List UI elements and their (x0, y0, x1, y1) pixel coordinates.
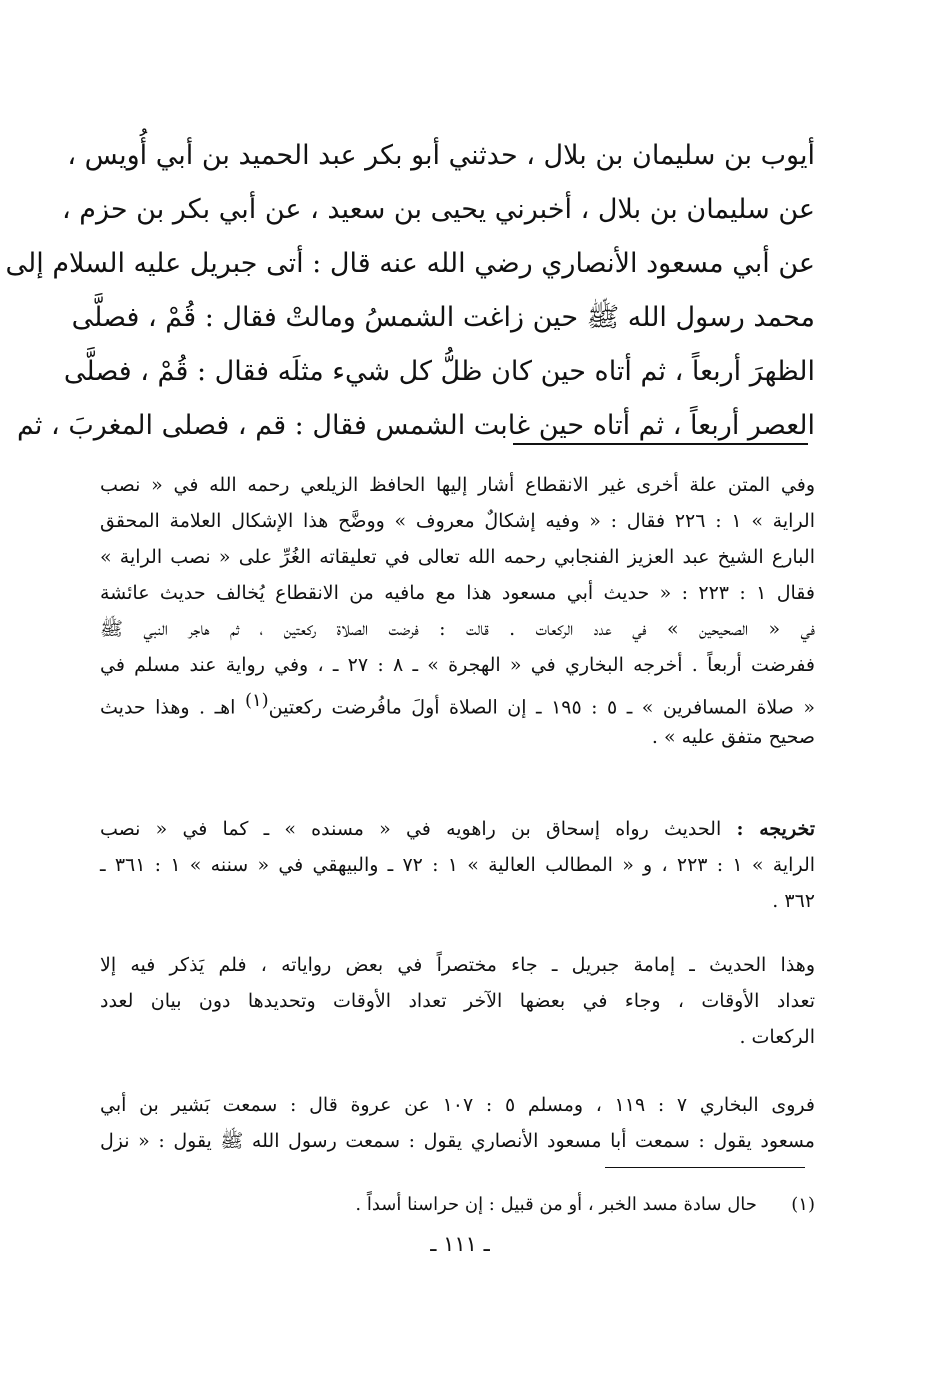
note-line (100, 811, 815, 847)
footnote (100, 1190, 815, 1220)
note-paragraph-4 (100, 1087, 815, 1159)
separator-rule (513, 443, 808, 445)
takhrij-label: تخريجه : (736, 818, 815, 840)
note-line-text: « صلاة المسافرين » ـ ٥ : ١٩٥ ـ إن الصلاة أولَ مافُرضت ركعتين (268, 696, 815, 719)
note-paragraph-2 (100, 811, 815, 919)
note-line: صحيح متفق عليه » . (651, 726, 815, 748)
note-line: في « الصحيحين » في عدد الركعات . قالت : فرضت الصلاة ركعتين ، ثم هاجر النبي ﷺ (100, 618, 815, 640)
note-line-tail: اهـ . وهذا حديث (100, 696, 236, 719)
note-line: فروى البخاري ٧ : ١١٩ ، ومسلم ٥ : ١٠٧ عن عروة قال : سمعت بَشير بن أبي (100, 1094, 816, 1116)
footnote-number: (١) (791, 1194, 815, 1215)
note-line: وفي المتن علة أخرى غير الانقطاع أشار إليها الحافظ الزيلعي رحمه الله في « نصب (100, 474, 815, 496)
note-line (100, 683, 815, 719)
note-line: وهذا الحديث ـ إمامة جبريل ـ جاء مختصراً في بعض رواياته ، فلم يَذكر فيه إلا (100, 954, 815, 976)
main-line: العصر أربعاً ، ثم أتاه حين غابت الشمس فقال : قم ، فصلى المغربَ ، ثم (16, 410, 815, 441)
main-line: أيوب بن سليمان بن بلال ، حدثني أبو بكر عبد الحميد بن أبي أُويس ، (67, 140, 815, 171)
footnote-text: حال سادة مسد الخبر ، أو من قبيل : إن حراسنا أسداً . (355, 1194, 757, 1215)
note-paragraph-3 (100, 947, 815, 1055)
note-line-text: الحديث رواه إسحاق بن راهويه في « مسنده » ـ كما في « نصب (100, 818, 722, 840)
note-line: مسعود يقول : سمعت أبا مسعود الأنصاري يقول : سمعت رسول الله ﷺ يقول : « نزل (100, 1130, 815, 1152)
main-line: الظهرَ أربعاً ، ثم أتاه حين كان ظلُّ كل شيء مثلَه فقال : قُمْ ، فصلَّى (63, 356, 815, 387)
note-line: فقال ١ : ٢٢٣ : « حديث أبي مسعود هذا مع مافيه من الانقطاع يُخالف حديث عائشة (100, 582, 815, 604)
main-line: عن أبي مسعود الأنصاري رضي الله عنه قال : أتى جبريل عليه السلام إلى (5, 248, 815, 279)
main-line: محمد رسول الله ﷺ حين زاغت الشمسُ ومالتْ فقال : قُمْ ، فصلَّى (71, 302, 815, 333)
footnote-ref: (١) (244, 690, 269, 711)
note-line: البارع الشيخ عبد العزيز الفنجابي رحمه الله تعالى في تعليقاته الغُرِّ على « نصب الراية » (100, 546, 815, 568)
note-line: الراية » ١ : ٢٢٣ ، و « المطالب العالية » ١ : ٧٢ ـ والبيهقي في « سننه » ١ : ٣٦١ ـ (100, 854, 816, 876)
note-line: تعداد الأوقات ، وجاء في بعضها الآخر تعداد الأوقات وتحديدها دون بيان لعدد (100, 990, 815, 1012)
main-line: عن سليمان بن بلال ، أخبرني يحيى بن سعيد ، عن أبي بكر بن حزم ، (62, 194, 815, 225)
note-line: الركعات . (739, 1026, 815, 1048)
note-line: الراية » ١ : ٢٢٦ فقال : « وفيه إشكالٌ معروف » ووضَّح هذا الإشكال العلامة المحقق (100, 510, 815, 532)
note-line: ففرضت أربعاً . أخرجه البخاري في « الهجرة » ـ ٨ : ٢٧ ـ ، وفي رواية عند مسلم في (100, 654, 816, 676)
page-number: ـ ١١١ ـ (430, 1232, 490, 1256)
main-text (5, 129, 815, 453)
note-paragraph-1 (100, 467, 815, 755)
footnote-rule (605, 1167, 805, 1168)
note-line: ٣٦٢ . (772, 890, 815, 912)
